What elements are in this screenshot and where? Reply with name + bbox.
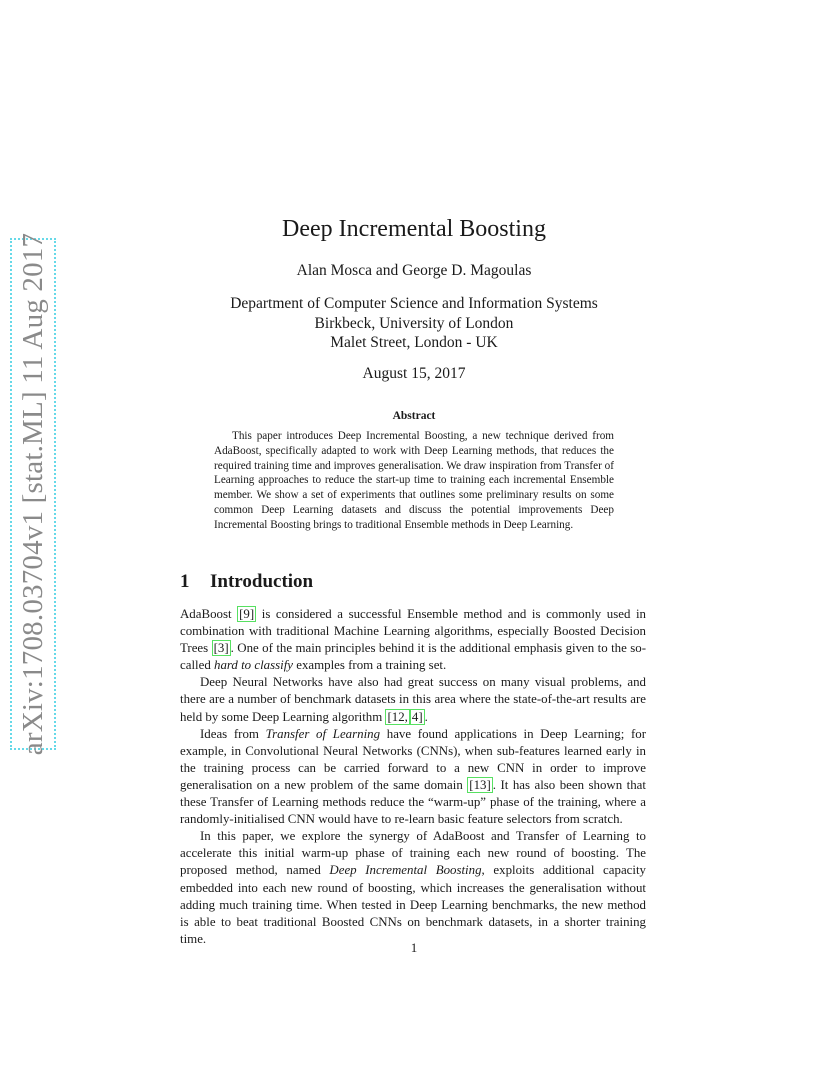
text-run: , exploits additional capacity embedded into each new round of boosting, which increases the generalisation without adding much training time. When tested in Deep Learning benchmarks, the new method is able to beat traditional Boosted CNNs on benchmark datasets, in a shorter training time. (180, 863, 646, 946)
emphasis: hard to classify (214, 658, 294, 673)
text-run: Ideas from (200, 726, 266, 741)
section-heading (180, 571, 313, 593)
arxiv-identifier[interactable]: arXiv:1708.03704v1 [stat.ML] 11 Aug 2017 (16, 232, 49, 756)
text-run: is considered a successful Ensemble method and is commonly used in combination with traditional Machine Learning algorithms, especially Boosted Decision Trees (180, 607, 646, 656)
paper-title: Deep Incremental Boosting (282, 216, 546, 242)
affiliation-line: Malet Street, London - UK (330, 334, 498, 351)
paragraph (180, 606, 646, 674)
text-run: . (424, 709, 428, 724)
body-text (180, 606, 646, 948)
emphasis: Deep Incremental Boosting (329, 863, 482, 878)
text-run: In this paper, we explore the synergy of AdaBoost and Transfer of Learning to accelerate this initial warm-up phase of training each new round of boosting. The proposed method, named (180, 829, 646, 878)
citation-link[interactable]: [13] (469, 777, 491, 792)
abstract-text: This paper introduces Deep Incremental Boosting, a new technique derived from AdaBoost, specifically adapted to work with Deep Learning methods, that reduces the required training time and improves generalisation. We draw inspiration from Transfer of Learning approaches to reduce the start-up time to training each incremental Ensemble member. We show a set of experiments that outlines some preliminary results on some common Deep Learning datasets and discuss the potential improvements Deep Incremental Boosting brings to traditional Ensemble methods in Deep Learning. (214, 430, 614, 531)
paper-date: August 15, 2017 (362, 365, 466, 382)
text-run: Deep Neural Networks have also had great success on many visual problems, and there are a number of benchmark datasets in this area where the state-of-the-art results are held by some Deep Learning algorithm (180, 675, 646, 724)
paragraph (180, 674, 646, 725)
text-run: have found applications in Deep Learning; for example, in Convolutional Neural Networks (CNNs), when sub-features learned early in the training process can be carried forward to a new CNN in order to improve generalisation on a new problem of the same domain (180, 726, 647, 792)
emphasis: Transfer of Learning (265, 726, 381, 741)
text-run: AdaBoost (180, 607, 238, 621)
affiliation-line: Birkbeck, University of London (314, 314, 514, 332)
affiliation-line: Department of Computer Science and Information Systems (230, 295, 598, 312)
page-number: 1 (410, 940, 418, 955)
citation-link[interactable]: [9] (239, 607, 255, 621)
text-run: . It has also been shown that these Transfer of Learning methods reduce the “warm-up” phase of the training, where a randomly-initialised CNN would have to re-learn basic feature selectors from scratch. (180, 777, 646, 827)
citation-link[interactable]: [3] (213, 641, 229, 656)
text-run: examples from a training set. (293, 658, 447, 673)
paper-authors: Alan Mosca and George D. Magoulas (296, 262, 532, 279)
text-run: . One of the main principles behind it is the additional emphasis given to the so-called (180, 641, 646, 673)
citation-link[interactable]: [12, (387, 709, 408, 724)
section-title: Introduction (210, 571, 314, 592)
paragraph (180, 828, 646, 948)
affiliation (0, 294, 828, 353)
citation-link[interactable]: 4] (411, 709, 423, 724)
paragraph (180, 726, 646, 829)
section-number: 1 (180, 571, 190, 592)
abstract-heading: Abstract (392, 410, 436, 422)
